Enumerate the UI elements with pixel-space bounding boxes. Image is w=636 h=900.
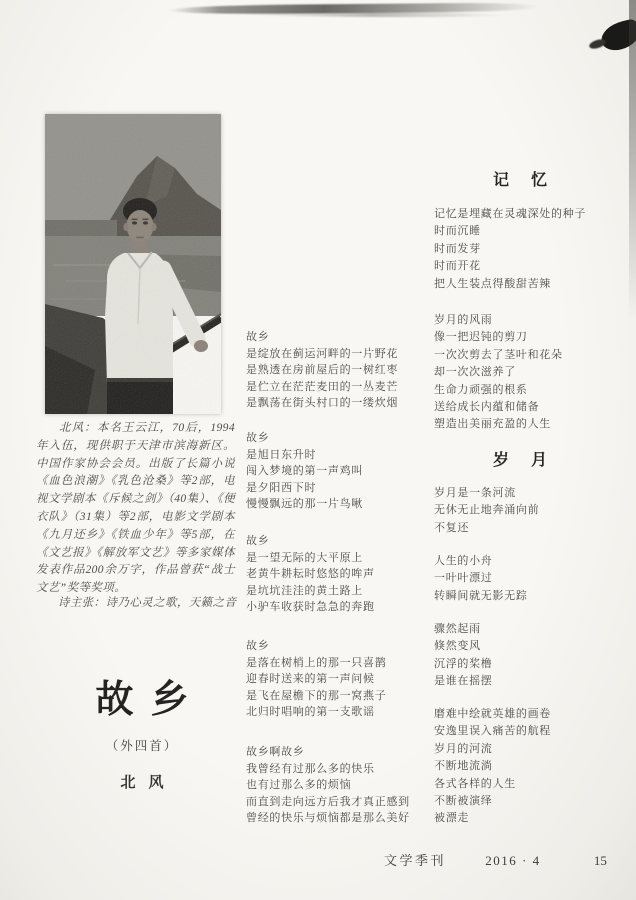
poem-line: 是伫立在茫茫麦田的一丛麦芒 bbox=[246, 380, 399, 393]
poem-line: 迎春时送来的第一声问候 bbox=[246, 673, 375, 686]
memory-stanza-2 bbox=[434, 312, 634, 434]
poem-line: 被漂走 bbox=[434, 812, 470, 825]
page-footer bbox=[384, 850, 607, 869]
poem-line: 我曾经有过那么多的快乐 bbox=[246, 762, 375, 775]
poem-line: 塑造出美丽充盈的人生 bbox=[434, 418, 551, 431]
poem-line: 磨难中绘就英雄的画卷 bbox=[434, 708, 551, 720]
poem-line: 送给成长内蕴和储备 bbox=[434, 401, 540, 414]
poem-line: 是旭日东升时 bbox=[246, 448, 317, 461]
poem-line: 是落在树梢上的那一只喜鹊 bbox=[246, 656, 387, 669]
poem-line: 岁月的风雨 bbox=[434, 314, 493, 326]
poem-line: 时而开花 bbox=[434, 260, 481, 273]
poem-line: 骤然起雨 bbox=[434, 623, 481, 635]
poem-line: 曾经的快乐与烦恼都是那么美好 bbox=[246, 812, 410, 825]
hometown-stanza-1 bbox=[246, 329, 442, 412]
poem-title-hometown: 故乡 bbox=[95, 679, 206, 721]
author-photo bbox=[45, 114, 221, 414]
poem-line: 一叶叶漂过 bbox=[434, 572, 493, 585]
poem-title-years: 岁月 bbox=[492, 452, 569, 469]
poem-line: 闯入梦境的第一声鸡叫 bbox=[246, 465, 363, 478]
poem-line: 无休无止地奔涌向前 bbox=[434, 504, 540, 517]
scan-ink-blob-tail bbox=[588, 38, 607, 51]
poem-line: 老黄牛耕耘时悠悠的哞声 bbox=[246, 568, 375, 581]
poem-line: 时而沉睡 bbox=[434, 225, 481, 238]
years-stanza-1 bbox=[434, 485, 634, 537]
poem-line: 岁月是一条河流 bbox=[434, 487, 516, 499]
poem-line: 是绽放在蓟运河畔的一片野花 bbox=[246, 347, 399, 360]
memory-stanza-1 bbox=[434, 206, 634, 293]
poem-line: 转瞬间就无影无踪 bbox=[434, 589, 528, 602]
poem-line: 却一次次滋养了 bbox=[434, 366, 516, 379]
poem-line: 是夕阳西下时 bbox=[246, 481, 317, 494]
poem-line: 时而发芽 bbox=[434, 242, 481, 255]
poem-line: 像一把迟钝的剪刀 bbox=[434, 331, 528, 344]
poem-author: 北风 bbox=[120, 774, 177, 791]
scan-streak-top-2 bbox=[238, 11, 506, 17]
journal-name: 文学季刊 bbox=[384, 853, 447, 868]
poem-line: 记忆是埋藏在灵魂深处的种子 bbox=[434, 208, 587, 220]
years-stanza-2 bbox=[434, 553, 634, 605]
poem-line: 是一望无际的大平原上 bbox=[246, 551, 363, 564]
title-block bbox=[58, 679, 226, 792]
poem-line: 故乡 bbox=[246, 640, 270, 652]
issue-label: 2016 · 4 bbox=[485, 853, 541, 868]
poem-line: 把人生装点得酸甜苦辣 bbox=[434, 277, 551, 290]
poem-subtitle: （外四首） bbox=[105, 738, 179, 753]
poem-line: 不复还 bbox=[434, 521, 470, 534]
poem-line: 是飘荡在街头村口的一缕炊烟 bbox=[246, 397, 399, 410]
hometown-stanza-4 bbox=[246, 638, 442, 721]
poem-title-memory: 记忆 bbox=[492, 172, 569, 189]
hometown-stanza-5 bbox=[246, 744, 442, 827]
poem-line: 各式各样的人生 bbox=[434, 777, 516, 790]
poem-line: 岁月的河流 bbox=[434, 742, 493, 755]
poem-line: 是坑坑洼洼的黄土路上 bbox=[246, 584, 363, 597]
poem-line: 也有过那么多的烦恼 bbox=[246, 779, 352, 792]
poem-line: 一次次剪去了茎叶和花朵 bbox=[434, 348, 563, 361]
poem-line: 故乡 bbox=[246, 432, 270, 444]
poem-line: 故乡 bbox=[246, 535, 270, 547]
poem-line: 安逸里误入痛苦的航程 bbox=[434, 725, 551, 738]
poem-line: 沉浮的桨橹 bbox=[434, 657, 493, 670]
years-stanza-4 bbox=[434, 706, 634, 828]
poem-line: 而直到走向远方后我才真正感到 bbox=[246, 795, 410, 808]
poem-line: 北归时唱响的第一支歌谣 bbox=[246, 706, 375, 719]
poem-line: 故乡啊故乡 bbox=[246, 746, 305, 758]
years-stanza-3 bbox=[434, 621, 634, 691]
poetry-motto: 诗主张：诗乃心灵之歌，天籁之音 bbox=[57, 597, 237, 609]
poem-line: 不断被演绎 bbox=[434, 795, 493, 808]
poem-line: 故乡 bbox=[246, 331, 270, 343]
poem-line: 是熟透在房前屋后的一树红枣 bbox=[246, 364, 399, 377]
poem-line: 倏然变风 bbox=[434, 640, 481, 653]
poem-line: 慢慢飘远的那一片鸟啾 bbox=[246, 498, 363, 511]
poem-line: 小驴车收获时急急的奔跑 bbox=[246, 601, 375, 614]
poem-line: 生命力顽强的根系 bbox=[434, 383, 528, 396]
author-bio: 北风：本名王云江，70后，1994年入伍，现供职于天津市滨海新区。中国作家协会会员。出版了长篇小说《血色浪潮》《乳色沧桑》等2部，电视文学剧本《斥候之剑》（40集）、《便衣队》（31集）等2部，电影文学剧本《九月还乡》《铁血少年》等5部，在《文艺报》《解放军文艺》等多家媒体发表作品200余万字，作品曾获“战士文艺”奖等奖项。 bbox=[36, 422, 235, 595]
hometown-stanza-2 bbox=[246, 430, 442, 513]
poem-line: 是谁在摇摆 bbox=[434, 675, 493, 688]
hometown-stanza-3 bbox=[246, 533, 442, 616]
page-number: 15 bbox=[593, 853, 607, 868]
poem-line: 不断地流淌 bbox=[434, 760, 493, 773]
poem-line: 是飞在屋檐下的那一窝燕子 bbox=[246, 689, 387, 702]
poem-line: 人生的小舟 bbox=[434, 555, 493, 567]
